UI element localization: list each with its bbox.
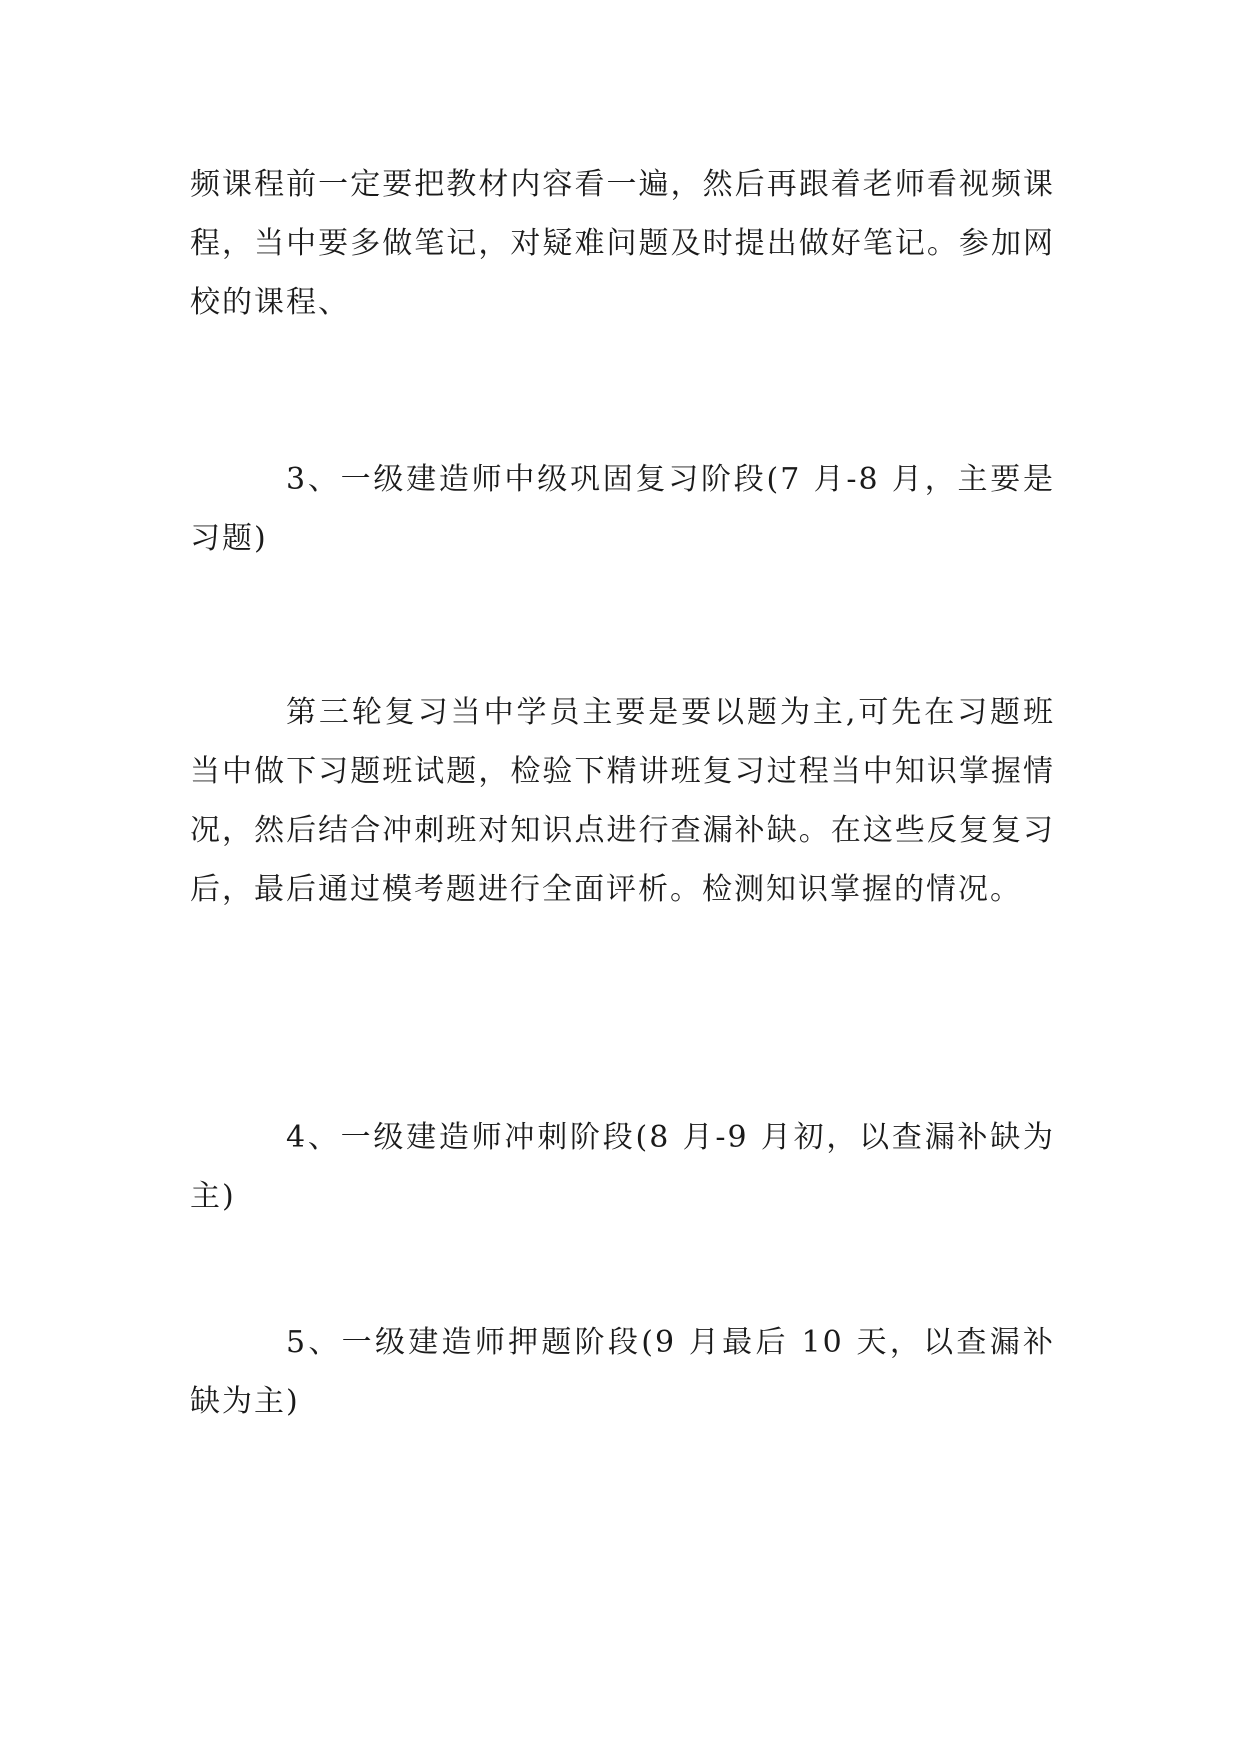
paragraph-continuation: 频课程前一定要把教材内容看一遍，然后再跟着老师看视频课程，当中要多做笔记，对疑难问题及时提出做好笔记。参加网校的课程、 [190,167,1055,320]
section-heading-3: 3、一级建造师中级巩固复习阶段(7 月-8 月，主要是习题) [190,462,1055,556]
paragraph-third-round-review: 第三轮复习当中学员主要是要以题为主,可先在习题班当中做下习题班试题，检验下精讲班复习过程当中知识掌握情况，然后结合冲刺班对知识点进行查漏补缺。在这些反复复习后，最后通过模考题进行全面评析。检测知识掌握的情况。 [190,695,1055,907]
section-heading-4: 4、一级建造师冲刺阶段(8 月-9 月初，以查漏补缺为主) [190,1120,1055,1214]
section-heading-5: 5、一级建造师押题阶段(9 月最后 10 天，以查漏补缺为主) [190,1325,1055,1419]
